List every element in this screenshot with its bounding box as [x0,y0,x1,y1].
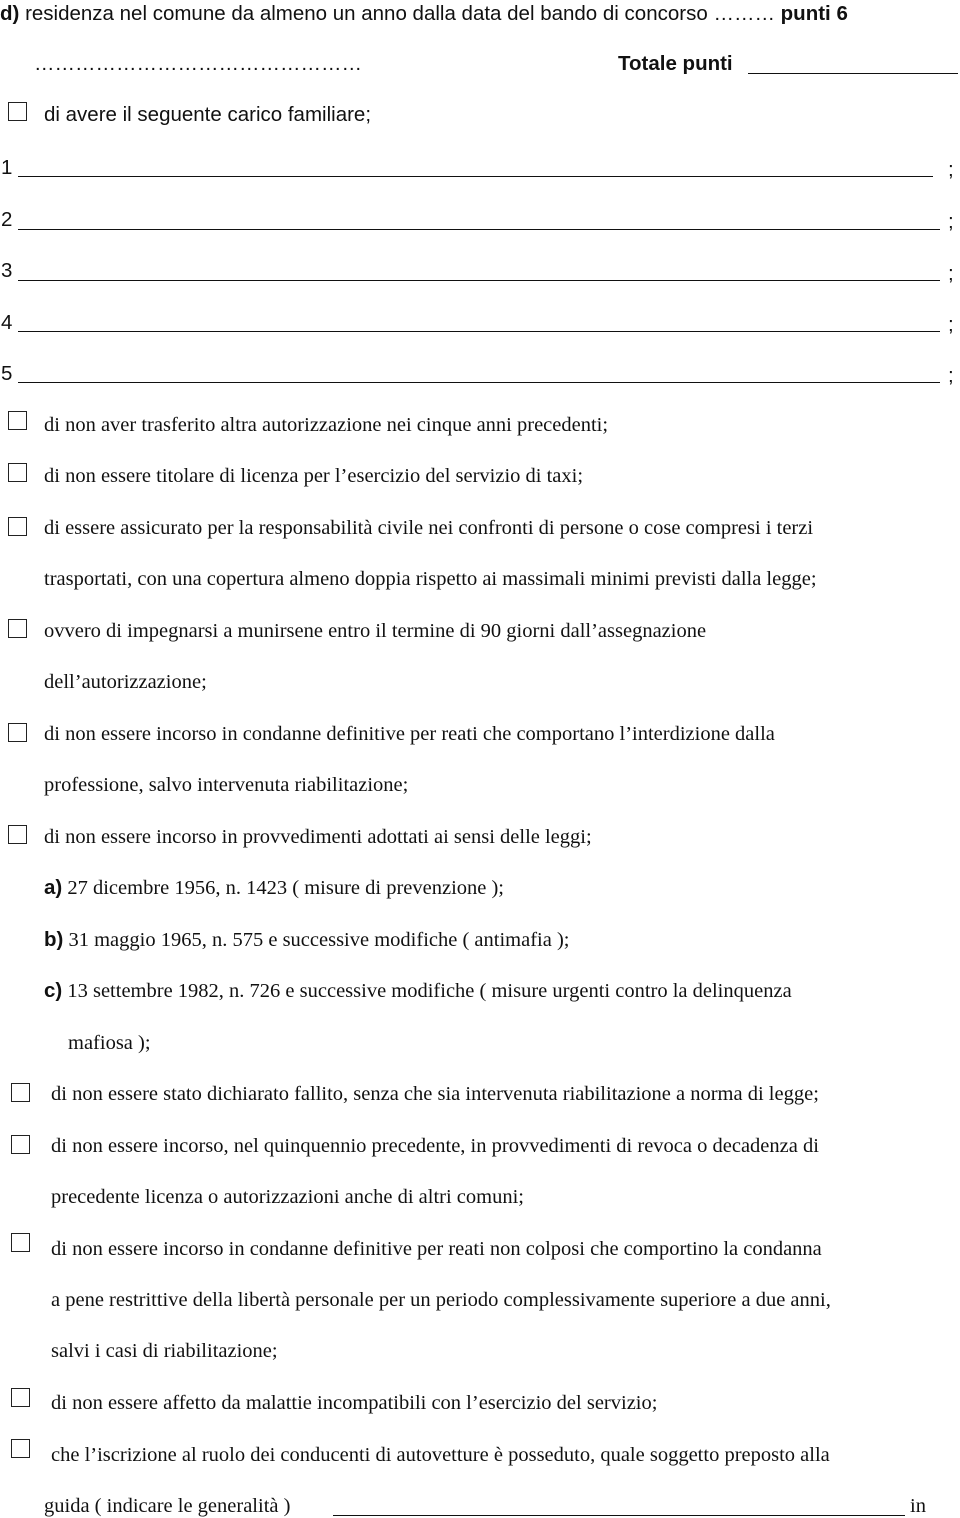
law-a [44,876,504,900]
law-b-label: b) [44,928,64,951]
carico-row-field-3[interactable] [18,280,940,281]
item-assicurato-line2: trasportati, con una copertura almeno doppia rispetto ai massimali minimi previsti dalla legge; [44,568,817,590]
law-a-label: a) [44,876,63,899]
item-condanne-line2: professione, salvo intervenuta riabilitazione; [44,774,409,796]
law-c-continuation: mafiosa ); [68,1032,151,1054]
carico-row-num-2: 2 [1,208,13,231]
item-ovvero-line2: dell’autorizzazione; [44,671,207,693]
item-colposi-line3: salvi i casi di riabilitazione; [51,1340,278,1362]
checkbox-revoca[interactable] [11,1135,30,1154]
carico-row-num-5: 5 [1,362,13,385]
checkbox-fallito[interactable] [11,1083,30,1102]
carico-text: di avere il seguente carico familiare; [44,103,372,126]
carico-row-num-3: 3 [1,259,13,282]
carico-row-end-2: ; [948,210,954,233]
item-titolare: di non essere titolare di licenza per l’esercizio del servizio di taxi; [44,465,584,487]
law-b [44,928,569,952]
item-colposi-line1: di non essere incorso in condanne definitive per reati non colposi che comportino la condanna [51,1238,822,1260]
iscrizione-field[interactable] [333,1515,905,1516]
law-a-text: 27 dicembre 1956, n. 1423 ( misure di prevenzione ); [67,877,505,899]
checkbox-ovvero[interactable] [8,619,27,638]
carico-row-field-5[interactable] [18,382,940,383]
checkbox-malattie[interactable] [11,1388,30,1407]
item-trasferito: di non aver trasferito altra autorizzazione nei cinque anni precedenti; [44,414,609,436]
law-c-label: c) [44,979,63,1002]
carico-row-num-4: 4 [1,311,13,334]
checkbox-assicurato[interactable] [8,517,27,536]
line-d-text: residenza nel comune da almeno un anno dalla data del bando di concorso [25,2,708,25]
checkbox-carico[interactable] [8,102,27,121]
checkbox-colposi[interactable] [11,1233,30,1252]
checkbox-iscrizione[interactable] [11,1439,30,1458]
line-d-points: punti 6 [780,2,848,25]
item-assicurato-line1: di essere assicurato per la responsabilità civile nei confronti di persone o cose compresi i terzi [44,517,814,539]
item-iscrizione-line2: guida ( indicare le generalità ) [44,1495,291,1517]
item-malattie: di non essere affetto da malattie incompatibili con l’esercizio del servizio; [51,1392,658,1414]
checkbox-condanne[interactable] [8,723,27,742]
carico-row-end-4: ; [948,313,954,336]
checkbox-provvedimenti[interactable] [8,825,27,844]
carico-row-num-1: 1 [1,156,13,179]
law-b-text: 31 maggio 1965, n. 575 e successive modifiche ( antimafia ); [68,929,570,951]
item-revoca-line1: di non essere incorso, nel quinquennio precedente, in provvedimenti di revoca o decadenza di [51,1135,819,1157]
checkbox-trasferito[interactable] [8,411,27,430]
carico-row-field-1[interactable] [18,176,933,177]
item-provvedimenti: di non essere incorso in provvedimenti adottati ai sensi delle leggi; [44,826,592,848]
totale-label: Totale punti [618,52,733,75]
line-d-dots: ……… [713,2,775,25]
item-fallito: di non essere stato dichiarato fallito, senza che sia intervenuta riabilitazione a norma di legge; [51,1083,819,1105]
carico-row-field-2[interactable] [18,229,940,230]
item-ovvero-line1: ovvero di impegnarsi a munirsene entro il termine di 90 giorni dall’assegnazione [44,620,707,642]
line-d [0,2,848,26]
carico-row-end-5: ; [948,364,954,387]
totale-dots: ………………………………………… [34,52,362,75]
item-colposi-line2: a pene restrittive della libertà personale per un periodo complessivamente superiore a due anni, [51,1289,831,1311]
item-revoca-line2: precedente licenza o autorizzazioni anche di altri comuni; [51,1186,524,1208]
law-c-text: 13 settembre 1982, n. 726 e successive modifiche ( misure urgenti contro la delinquenza [67,980,792,1002]
law-c [44,979,792,1003]
carico-row-end-1: ; [948,158,954,181]
carico-row-end-3: ; [948,262,954,285]
item-iscrizione-end: in [910,1495,926,1517]
item-iscrizione-line1: che l’iscrizione al ruolo dei conducenti di autovetture è posseduto, quale soggetto preposto alla [51,1444,830,1466]
carico-row-field-4[interactable] [18,331,940,332]
item-condanne-line1: di non essere incorso in condanne definitive per reati che comportano l’interdizione dalla [44,723,775,745]
checkbox-titolare[interactable] [8,463,27,482]
totale-field[interactable] [748,73,958,74]
line-d-label: d) [0,2,20,25]
